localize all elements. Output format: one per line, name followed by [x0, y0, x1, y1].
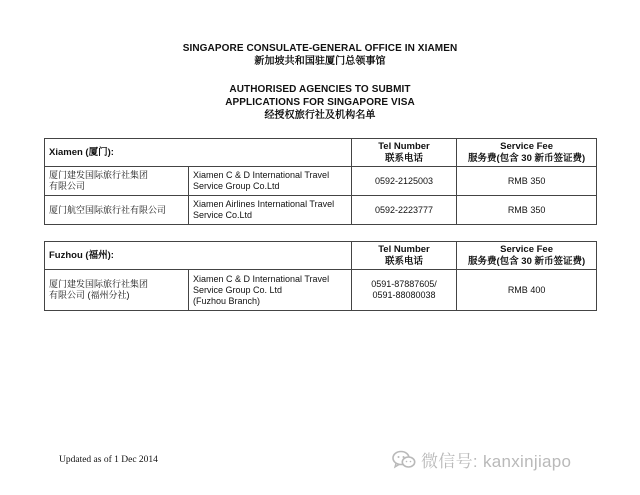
agency-name-cn	[45, 196, 189, 225]
fee-column-header	[457, 139, 597, 167]
agency-fee: RMB 350	[457, 167, 597, 196]
fee-header-cn: 服务费(包含 30 新币签证费)	[467, 152, 586, 164]
fee-column-header	[457, 242, 597, 270]
subtitle-line-2: APPLICATIONS FOR SINGAPORE VISA	[225, 97, 415, 108]
wechat-icon	[392, 450, 416, 470]
table-header-row	[45, 242, 597, 270]
table-row	[45, 270, 597, 311]
table-row	[45, 167, 597, 196]
agency-tel-line: 0591-88080038	[372, 290, 436, 300]
subtitle-line-1: AUTHORISED AGENCIES TO SUBMIT	[229, 84, 411, 95]
fee-header-en: Service Fee	[500, 243, 553, 255]
consulate-title-cn: 新加坡共和国驻厦门总领事馆	[254, 56, 386, 67]
agency-tel: 0592-2223777	[351, 196, 456, 225]
consulate-header	[0, 42, 640, 68]
agency-name-cn-line: 厦门建发国际旅行社集团	[49, 279, 149, 289]
xiamen-agency-table	[44, 138, 597, 225]
agency-name-en-line: Service Group Co.Ltd	[193, 181, 280, 191]
agency-tel: 0592-2125003	[351, 167, 456, 196]
agency-name-en	[189, 196, 352, 225]
tel-header-en: Tel Number	[378, 243, 430, 255]
fee-header-cn: 服务费(包含 30 新币签证费)	[467, 255, 586, 267]
agency-name-en	[189, 167, 352, 196]
agency-name-en-line: Service Co.Ltd	[193, 210, 253, 220]
tel-header-cn: 联系电话	[384, 152, 423, 164]
updated-date-note: Updated as of 1 Dec 2014	[59, 455, 158, 465]
agency-name-cn	[45, 167, 189, 196]
subtitle-cn: 经授权旅行社及机构名单	[264, 110, 376, 121]
agency-tel-line: 0591-87887605/	[371, 279, 437, 289]
fuzhou-agency-table	[44, 241, 597, 311]
tel-column-header	[351, 139, 456, 167]
tel-header-cn: 联系电话	[384, 255, 423, 267]
agency-fee: RMB 400	[457, 270, 597, 311]
fee-header-en: Service Fee	[500, 140, 553, 152]
agency-name-cn-line: 有限公司	[49, 181, 86, 191]
agency-name-en-line: Xiamen C & D International Travel	[193, 170, 330, 180]
agency-name-en-line: Xiamen Airlines International Travel	[193, 199, 335, 209]
watermark-text: 微信号: kanxinjiapo	[421, 452, 572, 471]
tel-header-en: Tel Number	[378, 140, 430, 152]
table-header-row	[45, 139, 597, 167]
agency-name-en	[189, 270, 352, 311]
agency-tel	[351, 270, 456, 311]
document-subtitle	[0, 83, 640, 122]
agency-name-cn-line: 厦门建发国际旅行社集团	[49, 170, 149, 180]
wechat-watermark	[392, 447, 571, 472]
region-label-xiamen: Xiamen (厦门):	[45, 139, 352, 167]
table-row	[45, 196, 597, 225]
agency-fee: RMB 350	[457, 196, 597, 225]
agency-name-cn-line: 有限公司 (福州分社)	[49, 290, 130, 300]
agency-name-cn	[45, 270, 189, 311]
tel-column-header	[351, 242, 456, 270]
consulate-title-en: SINGAPORE CONSULATE-GENERAL OFFICE IN XIAMEN	[182, 43, 458, 54]
agency-name-en-line: Service Group Co. Ltd	[193, 284, 283, 295]
agency-name-en-line: Xiamen C & D International Travel	[193, 273, 330, 284]
agency-name-cn-line: 厦门航空国际旅行社有限公司	[49, 204, 167, 215]
region-label-fuzhou: Fuzhou (福州):	[45, 242, 352, 270]
agency-name-en-line: (Fuzhou Branch)	[193, 295, 261, 306]
